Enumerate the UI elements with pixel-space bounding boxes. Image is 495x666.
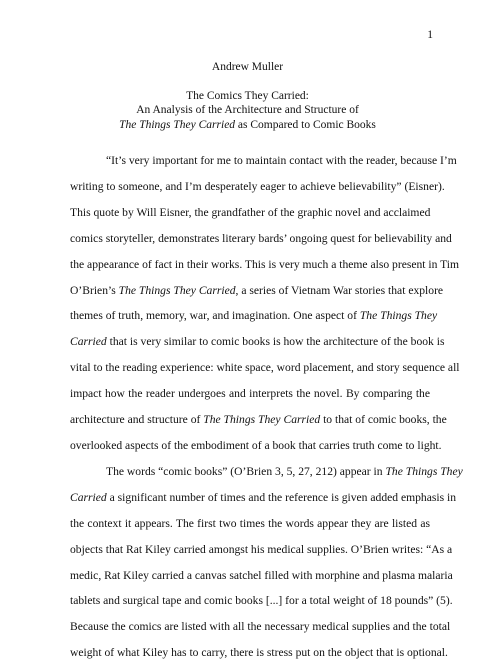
text-run: the context it appears. The first two times the words appear they are listed as [70,516,430,530]
text-line [70,537,453,563]
text-line [70,252,460,278]
text-line [70,407,447,433]
text-line [70,148,457,174]
text-line [70,459,463,485]
text-run: The words “comic books” (O’Brien 3, 5, 27, 212) appear in [106,464,386,478]
text-run: comics storyteller, demonstrates literary bards’ ongoing quest for believability and [70,231,452,245]
title-line-2: An Analysis of the Architecture and Structure of [136,104,359,117]
paragraph [70,459,463,666]
text-run: to that of comic books, the [320,413,447,427]
text-run: impact how the reader undergoes and interprets the novel. By comparing the [70,387,430,401]
text-line [70,381,430,407]
text-line [70,588,453,614]
author-name: Andrew Muller [211,61,284,73]
italic-text: The Things They Carried [203,413,321,427]
italic-text: The Things They [359,309,438,323]
text-run: “It’s very important for me to maintain contact with the reader, because I’m [106,154,457,167]
italic-text: The Things They [385,464,463,478]
title-line-3 [0,118,495,132]
text-line [70,355,460,381]
text-run: vital to the reading experience: white space, word placement, and story sequence all [70,361,460,375]
text-line [70,614,451,640]
text-line [70,303,438,329]
text-line [70,278,444,304]
text-run: medic, Rat Kiley carried a canvas satchel filled with morphine and plasma malaria [70,568,453,582]
paper-title [0,89,495,132]
text-run: overlooked aspects of the embodiment of a book that carries truth come to light. [70,438,442,452]
text-run: tablets and surgical tape and comic books [...] for a total weight of 18 pounds” (5). [70,594,453,608]
text-line [70,485,457,511]
italic-text: The Things They Carried [118,283,236,297]
text-line [70,640,448,666]
italic-text: Carried [70,335,107,349]
text-line [70,511,430,537]
italic-text: Carried [70,490,107,504]
paragraph [70,148,460,459]
text-run: objects that Rat Kiley carried amongst his medical supplies. O’Brien writes: “As a [70,542,453,556]
text-run: writing to someone, and I’m desperately eager to achieve believability” (Eisner). [70,179,445,193]
text-run: Because the comics are listed with all the necessary medical supplies and the total [70,620,451,634]
text-run: a significant number of times and the reference is given added emphasis in [106,490,457,504]
text-line [70,563,453,589]
page-number: 1 [427,29,433,41]
text-line [70,329,445,355]
title-book-name: The Things They Carried [119,118,236,131]
title-line-1: The Comics They Carried: [186,90,309,102]
text-run: weight of what Kiley has to carry, there is stress put on the object that is optional. [70,646,448,660]
text-run: the appearance of fact in their works. This is very much a theme also present in Tim [70,257,460,271]
text-line [70,200,430,226]
text-line [70,174,445,200]
text-run: , a series of Vietnam War stories that explore [235,283,444,297]
title-line-3-rest: as Compared to Comic Books [235,118,376,131]
text-line [70,433,442,459]
body-text [70,148,463,666]
text-line [70,226,452,252]
text-run: This quote by Will Eisner, the grandfather of the graphic novel and acclaimed [70,205,431,219]
text-run: that is very similar to comic books is how the architecture of the book is [106,335,445,349]
text-run: themes of truth, memory, war, and imagination. One aspect of [70,309,360,323]
text-run: architecture and structure of [70,413,204,427]
text-run: O’Brien’s [70,283,119,297]
